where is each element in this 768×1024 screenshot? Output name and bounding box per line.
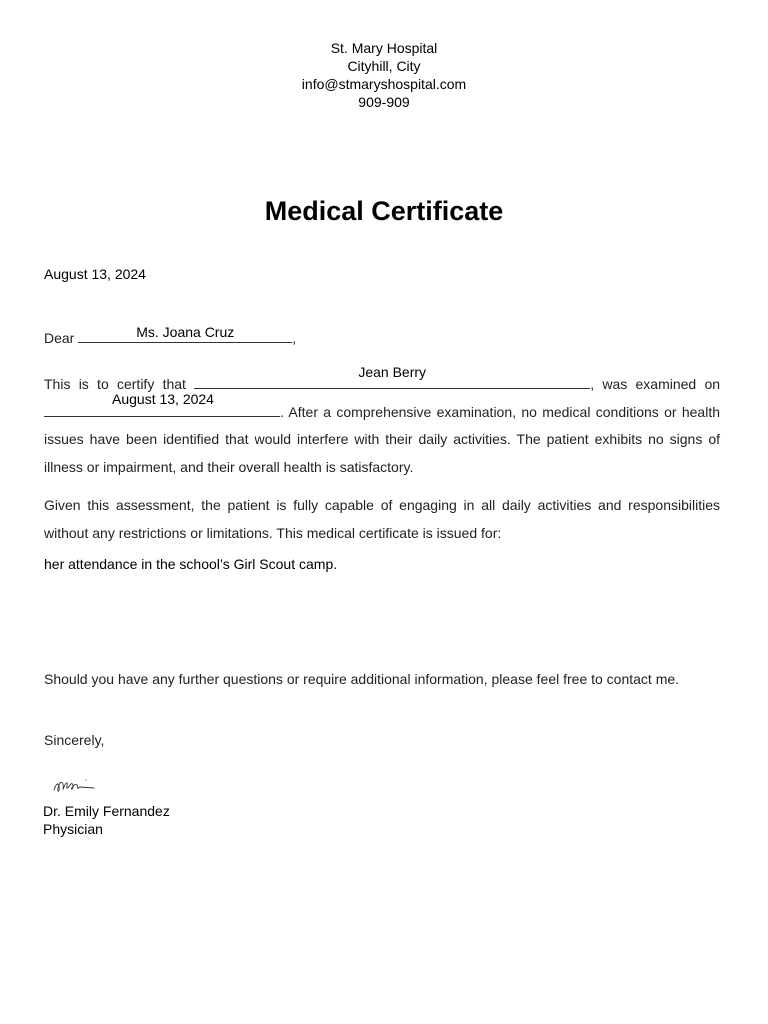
certify-prefix: This is to certify that — [44, 376, 186, 392]
recipient-name: Ms. Joana Cruz — [136, 324, 235, 340]
contact-note: Should you have any further questions or require additional information, please feel free to contact me. — [44, 671, 680, 687]
exam-date-blank — [44, 391, 280, 417]
exam-date: August 13, 2024 — [112, 391, 214, 407]
hospital-name: St. Mary Hospital — [330, 40, 438, 56]
hospital-phone: 909-909 — [358, 94, 410, 110]
patient-name: Jean Berry — [358, 363, 427, 380]
certificate-purpose: her attendance in the school’s Girl Scout camp. — [44, 556, 338, 572]
salutation-prefix: Dear — [44, 330, 75, 346]
paragraph1-rest: . After a comprehensive examination, no medical conditions or health issues have been identified that would interfere with their daily activities. The patient exhibits no signs of illness or impairment, and their overall health is satisfactory. — [44, 403, 720, 475]
examined-on-text: , was examined on — [590, 376, 721, 392]
certification-paragraph — [44, 363, 721, 481]
document-title: Medical Certificate — [264, 196, 504, 226]
letter-date: August 13, 2024 — [44, 266, 146, 282]
assessment-paragraph: Given this assessment, the patient is fully capable of engaging in all daily activities and responsibilities without any restrictions or limitations. This medical certificate is issued for: — [44, 497, 720, 541]
hospital-email: info@stmaryshospital.com — [301, 76, 467, 92]
salutation-suffix: , — [292, 330, 297, 346]
recipient-blank — [78, 324, 292, 343]
letterhead — [0, 39, 768, 111]
doctor-name: Dr. Emily Fernandez — [43, 803, 170, 819]
signature-icon — [50, 772, 100, 800]
doctor-title: Physician — [43, 821, 103, 837]
salutation — [44, 324, 297, 346]
sign-off: Sincerely, — [44, 732, 105, 748]
hospital-city: Cityhill, City — [347, 58, 421, 74]
